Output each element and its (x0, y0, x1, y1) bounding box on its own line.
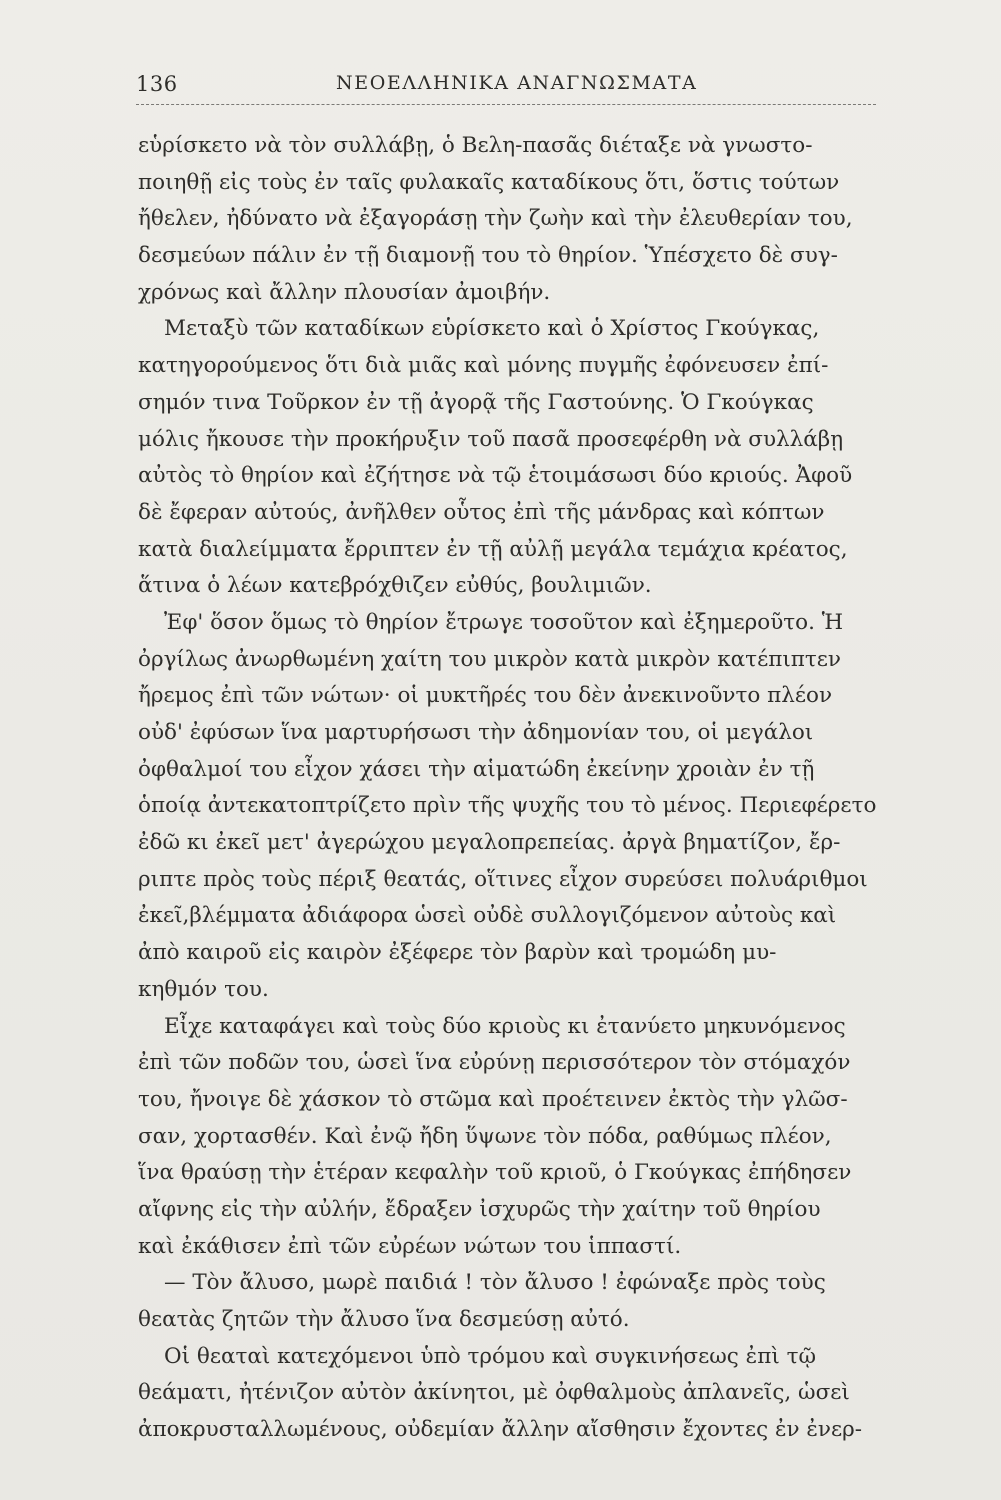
text-line: κατηγορούμενος ὅτι διὰ μιᾶς καὶ μόνης πυγμῆς ἐφόνευσεν ἐπί- (138, 353, 829, 379)
text-line: ὁποίᾳ ἀντεκατοπτρίζετο πρὶν τῆς ψυχῆς του τὸ μένος. Περιεφέρετο (138, 793, 877, 819)
text-line: μόλις ἤκουσε τὴν προκήρυξιν τοῦ πασᾶ προσεφέρθη νὰ συλλάβῃ (138, 426, 844, 452)
text-line: ποιηθῇ εἰς τοὺς ἐν ταῖς φυλακαῖς καταδίκους ὅτι, ὅστις τούτων (138, 169, 840, 195)
text-line: κατὰ διαλείμματα ἔρριπτεν ἐν τῇ αὐλῇ μεγάλα τεμάχια κρέατος, (138, 536, 848, 562)
body-text (138, 128, 890, 1449)
text-line: ἐκεῖ,βλέμματα ἀδιάφορα ὡσεὶ οὐδὲ συλλογιζόμενον αὐτοὺς καὶ (138, 903, 837, 929)
text-line: καὶ ἐκάθισεν ἐπὶ τῶν εὐρέων νώτων του ἱππαστί. (138, 1233, 682, 1259)
text-line: αἴφνης εἰς τὴν αὐλήν, ἔδραξεν ἰσχυρῶς τὴν χαίτην τοῦ θηρίου (138, 1196, 821, 1222)
text-line: του, ἤνοιγε δὲ χάσκον τὸ στῶμα καὶ προέτεινεν ἐκτὸς τὴν γλῶσ- (138, 1086, 848, 1112)
header-rule (136, 104, 876, 105)
text-line: ὀργίλως ἀνωρθωμένη χαίτη του μικρὸν κατὰ μικρὸν κατέπιπτεν (138, 646, 842, 672)
paragraph-start-line: Οἱ θεαταὶ κατεχόμενοι ὑπὸ τρόμου καὶ συγκινήσεως ἐπὶ τῷ (164, 1343, 817, 1369)
text-line: ἤθελεν, ἠδύνατο νὰ ἐξαγοράσῃ τὴν ζωὴν καὶ τὴν ἐλευθερίαν του, (138, 206, 853, 232)
text-line: δὲ ἔφεραν αὐτούς, ἀνῆλθεν οὗτος ἐπὶ τῆς μάνδρας καὶ κόπτων (138, 499, 825, 525)
text-line: οὐδ' ἐφύσων ἵνα μαρτυρήσωσι τὴν ἀδημονίαν του, οἱ μεγάλοι (138, 720, 814, 745)
text-line: ἐδῶ κι ἐκεῖ μετ' ἀγερώχου μεγαλοπρεπείας. ἀργὰ βηματίζον, ἔρ- (138, 830, 841, 856)
text-line: ὀφθαλμοί του εἶχον χάσει τὴν αἱματώδη ἐκείνην χροιὰν ἐν τῇ (138, 756, 815, 782)
running-title: ΝΕΟΕΛΛΗΝΙΚΑ ΑΝΑΓΝΩΣΜΑΤΑ (336, 72, 698, 94)
text-line: χρόνως καὶ ἄλλην πλουσίαν ἀμοιβήν. (138, 279, 551, 305)
text-line: σημόν τινα Τοῦρκον ἐν τῇ ἀγορᾷ τῆς Γαστούνης. Ὁ Γκούγκας (138, 389, 814, 415)
text-line: ἵνα θραύσῃ τὴν ἑτέραν κεφαλὴν τοῦ κριοῦ, ὁ Γκούγκας ἐπήδησεν (138, 1160, 852, 1186)
text-line: δεσμεύων πάλιν ἐν τῇ διαμονῇ του τὸ θηρίον. Ὑπέσχετο δὲ συγ- (138, 243, 838, 269)
text-line: σαν, χορτασθέν. Καὶ ἐνῷ ἤδη ὕψωνε τὸν πόδα, ραθύμως πλέον, (138, 1123, 832, 1149)
text-line: ἤρεμος ἐπὶ τῶν νώτων· οἱ μυκτῆρές του δὲν ἀνεκινοῦντο πλέον (138, 683, 833, 709)
text-line: ἅτινα ὁ λέων κατεβρόχθιζεν εὐθύς, βουλιμιῶν. (138, 573, 652, 599)
paragraph-start-line: — Τὸν ἄλυσο, μωρὲ παιδιά ! τὸν ἄλυσο ! ἐφώναξε πρὸς τοὺς (164, 1270, 826, 1296)
page-number: 136 (136, 72, 178, 96)
text-line: ἀποκρυσταλλωμένους, οὐδεμίαν ἄλλην αἴσθησιν ἔχοντες ἐν ἐνερ- (138, 1417, 863, 1443)
text-line: θεάματι, ἠτένιζον αὐτὸν ἀκίνητοι, μὲ ὀφθαλμοὺς ἀπλανεῖς, ὡσεὶ (138, 1380, 850, 1406)
text-line: ἀπὸ καιροῦ εἰς καιρὸν ἐξέφερε τὸν βαρὺν καὶ τρομώδη μυ- (138, 940, 777, 966)
text-line: θεατὰς ζητῶν τὴν ἄλυσο ἵνα δεσμεύσῃ αὐτό. (138, 1307, 630, 1332)
running-head (136, 72, 876, 102)
text-line: ριπτε πρὸς τοὺς πέριξ θεατάς, οἵτινες εἶχον συρεύσει πολυάριθμοι (138, 866, 868, 892)
paragraph-start-line: Μεταξὺ τῶν καταδίκων εὑρίσκετο καὶ ὁ Χρίστος Γκούγκας, (164, 316, 820, 342)
paragraph-start-line: Εἶχε καταφάγει καὶ τοὺς δύο κριοὺς κι ἐτανύετο μηκυνόμενος (164, 1013, 846, 1039)
text-line: αὐτὸς τὸ θηρίον καὶ ἐζήτησε νὰ τῷ ἑτοιμάσωσι δύο κριούς. Ἀφοῦ (138, 463, 853, 489)
paragraph-start-line: Ἐφ' ὅσον ὅμως τὸ θηρίον ἔτρωγε τοσοῦτον καὶ ἐξημεροῦτο. Ἡ (164, 609, 844, 635)
text-line: κηθμόν του. (138, 976, 269, 1002)
text-line: ἐπὶ τῶν ποδῶν του, ὡσεὶ ἵνα εὐρύνῃ περισσότερον τὸν στόμαχόν (138, 1050, 851, 1076)
text-line: εὑρίσκετο νὰ τὸν συλλάβῃ, ὁ Βελη-πασᾶς διέταξε νὰ γνωστο- (138, 133, 813, 158)
